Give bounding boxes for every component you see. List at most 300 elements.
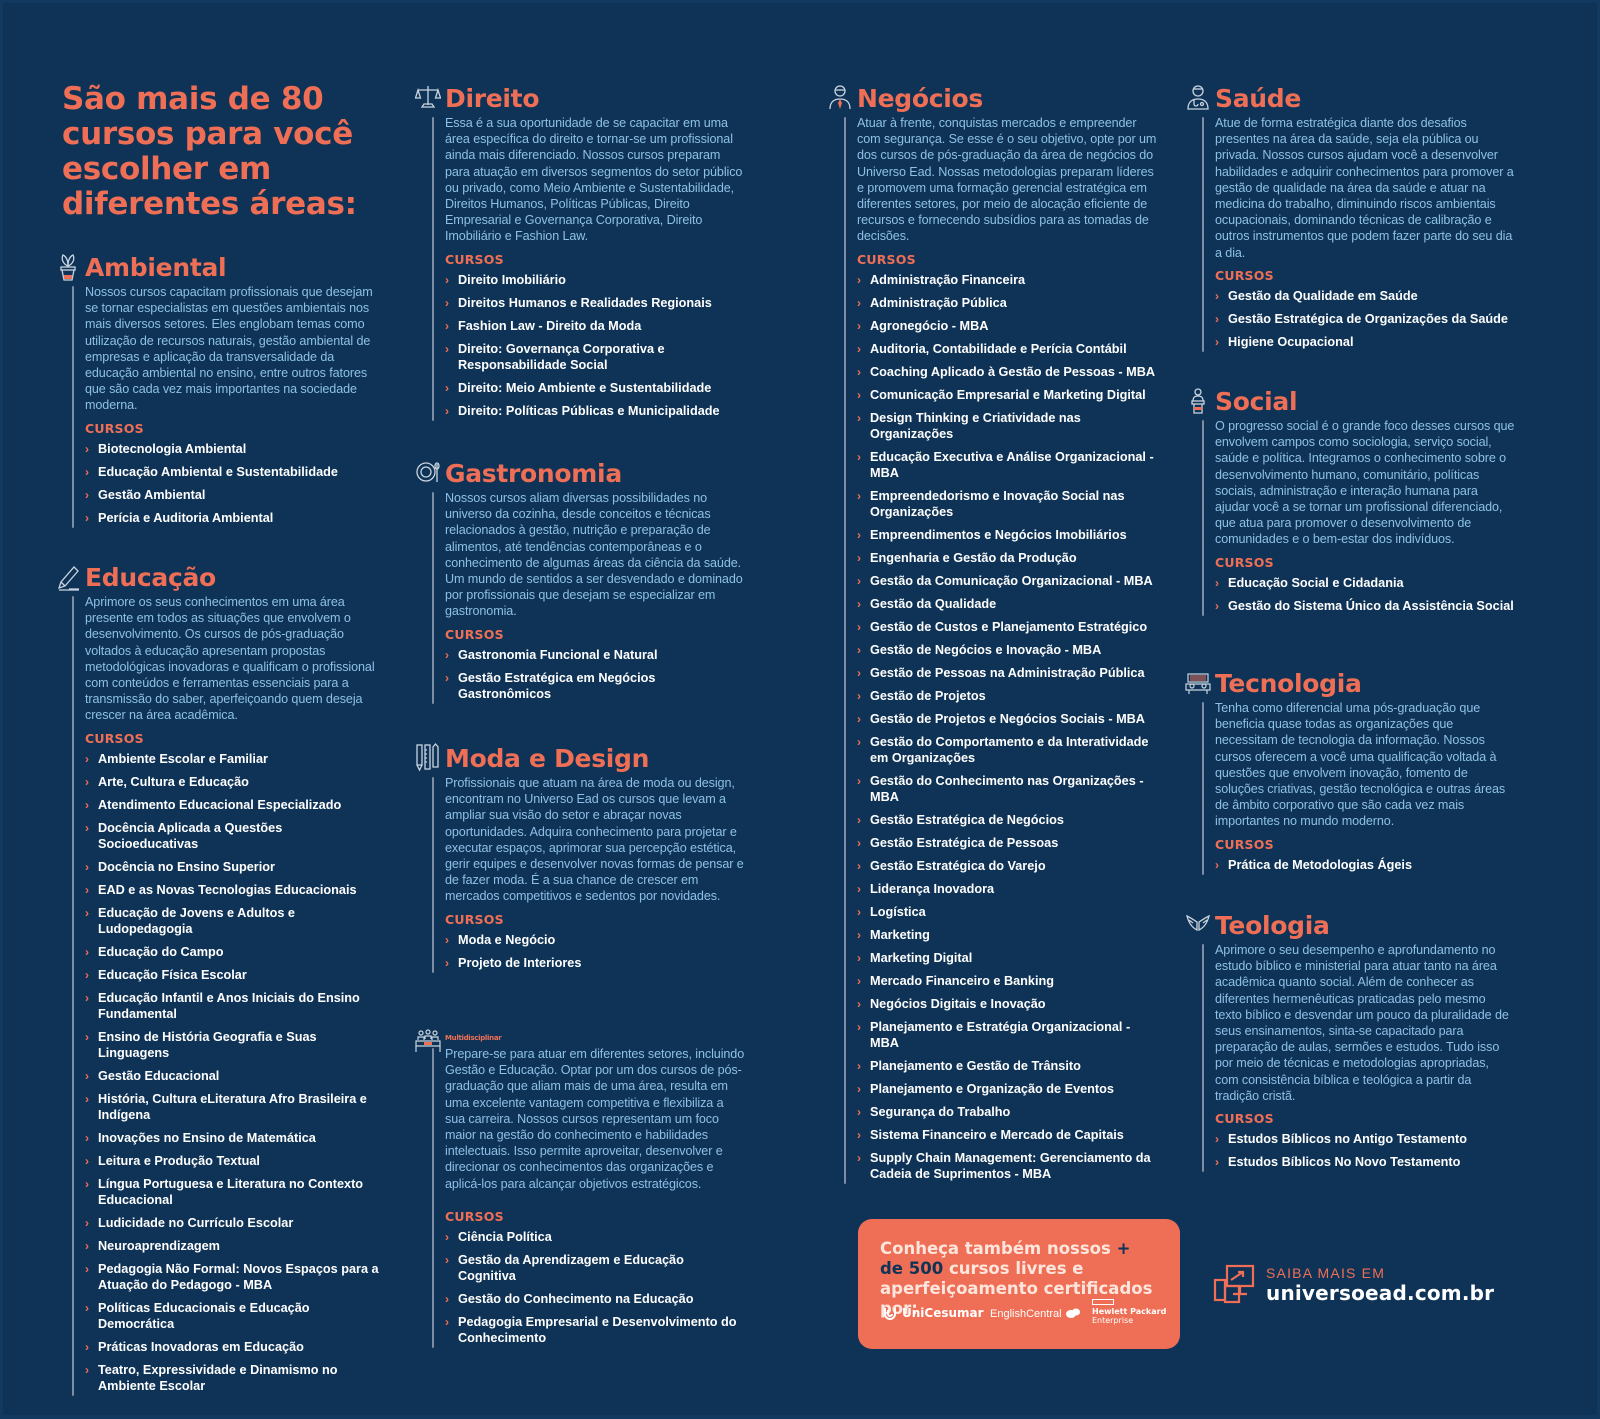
course-label: Direito: Políticas Públicas e Municipalidade: [458, 403, 720, 418]
course-item[interactable]: [85, 1362, 385, 1394]
section-description: Aprimore o seu desempenho e aprofundamento no estudo bíblico e ministerial para atuar tanto na área acadêmica quanto social. Além de conhecer as diferentes hermenêuticas praticadas pelo mesmo texto bíblico e desvendar um pouco da pluralidade de seus ensinamentos, sinta-se capacitado para preparação de aulas, sermões e estudos. Tudo isso por meio de técnicas e metodologias apropriadas, com consistência bíblica e teológica a partir da tradição cristã.: [1215, 943, 1509, 1103]
chevron-right-icon: ›: [857, 773, 861, 788]
course-list: [1215, 575, 1515, 614]
course-label: Ambiente Escolar e Familiar: [98, 751, 268, 766]
course-item[interactable]: [85, 1068, 385, 1084]
section-title: Tecnologia: [1215, 669, 1362, 698]
chevron-right-icon: ›: [1215, 1132, 1219, 1147]
course-list: [445, 272, 745, 419]
course-label: Inovações no Ensino de Matemática: [98, 1130, 316, 1145]
course-label: Neuroaprendizagem: [98, 1238, 220, 1253]
course-label: Gestão de Pessoas na Administração Pública: [870, 665, 1145, 680]
course-item[interactable]: [445, 1291, 745, 1307]
chevron-right-icon: ›: [857, 1081, 861, 1096]
courses-label: CURSOS: [445, 911, 504, 927]
chevron-right-icon: ›: [445, 318, 449, 333]
devices-icon: [1213, 1264, 1259, 1304]
website-link[interactable]: [1213, 1262, 1503, 1312]
course-item[interactable]: [85, 944, 385, 960]
chevron-right-icon: ›: [857, 527, 861, 542]
course-label: Logística: [870, 904, 926, 919]
course-item[interactable]: [85, 1153, 385, 1169]
website-url[interactable]: universoead.com.br: [1266, 1281, 1495, 1305]
promo-highlight: + de 500: [880, 1239, 1131, 1278]
course-item[interactable]: [85, 1238, 385, 1254]
course-label: Ciência Política: [458, 1229, 552, 1244]
promo-banner: [858, 1219, 1180, 1349]
course-item[interactable]: [857, 573, 1157, 589]
course-item[interactable]: [857, 1104, 1157, 1120]
courses-label: CURSOS: [85, 730, 144, 746]
course-label: Supply Chain Management: Gerenciamento da Cadeia de Suprimentos - MBA: [870, 1150, 1151, 1181]
hpe-rectangle-icon: [1092, 1299, 1114, 1305]
course-item[interactable]: [1215, 311, 1515, 327]
chevron-right-icon: ›: [857, 1019, 861, 1034]
unicesumar-emblem-icon: [882, 1305, 898, 1321]
chevron-right-icon: ›: [857, 550, 861, 565]
course-label: Educação Infantil e Anos Iniciais do Ensino Fundamental: [98, 990, 360, 1021]
section-title: Social: [1215, 387, 1298, 416]
course-item[interactable]: [85, 882, 385, 898]
chevron-right-icon: ›: [857, 1058, 861, 1073]
course-item[interactable]: [857, 734, 1157, 766]
course-label: Docência Aplicada a Questões Socioeducativas: [98, 820, 283, 851]
chevron-right-icon: ›: [857, 996, 861, 1011]
chevron-right-icon: ›: [857, 642, 861, 657]
course-item[interactable]: [85, 967, 385, 983]
course-item[interactable]: [1215, 598, 1515, 614]
course-item[interactable]: [857, 773, 1157, 805]
course-item[interactable]: [857, 596, 1157, 612]
chevron-right-icon: ›: [85, 1068, 89, 1083]
page-headline: São mais de 80 cursos para você escolher em diferentes áreas:: [62, 81, 357, 222]
course-label: Planejamento e Estratégia Organizacional - MBA: [870, 1019, 1131, 1050]
course-item[interactable]: [85, 820, 385, 852]
course-label: Educação Social e Cidadania: [1228, 575, 1404, 590]
course-item[interactable]: [857, 449, 1157, 481]
course-label: Marketing: [870, 927, 930, 942]
course-item[interactable]: [857, 950, 1157, 966]
course-item[interactable]: [857, 927, 1157, 943]
chevron-right-icon: ›: [857, 410, 861, 425]
course-label: Agronegócio - MBA: [870, 318, 989, 333]
section-title: Saúde: [1215, 84, 1302, 113]
businessman-icon: [827, 83, 853, 113]
section-description: O progresso social é o grande foco desses cursos que envolvem campos como sociologia, serviço social, saúde e política. Integramos o conhecimento sobre o desenvolvimento humano, comunitário, políticas sociais, administração e interação humana para ajudar você a se tornar um profissional diferenciado, que atua para promover o desenvolvimento de comunidades e o bem-estar dos indivíduos.: [1215, 419, 1515, 547]
course-item[interactable]: [857, 318, 1157, 334]
unicesumar-logo: [882, 1305, 984, 1321]
course-label: Gestão de Custos e Planejamento Estratégico: [870, 619, 1148, 634]
section-title: Teologia: [1215, 911, 1330, 940]
chevron-right-icon: ›: [85, 1300, 89, 1315]
chevron-right-icon: ›: [445, 670, 449, 685]
course-label: Liderança Inovadora: [870, 881, 995, 896]
courses-label: CURSOS: [445, 251, 504, 267]
course-item[interactable]: [85, 510, 385, 526]
course-item[interactable]: [85, 797, 385, 813]
course-label: Pedagogia Empresarial e Desenvolvimento do Conhecimento: [458, 1314, 737, 1345]
chevron-right-icon: ›: [857, 619, 861, 634]
course-label: Políticas Educacionais e Educação Democrática: [98, 1300, 310, 1331]
group-desk-icon: [415, 1028, 441, 1058]
course-item[interactable]: [85, 1300, 385, 1332]
course-item[interactable]: [85, 487, 385, 503]
chevron-right-icon: ›: [85, 1153, 89, 1168]
course-item[interactable]: [445, 380, 745, 396]
praying-hands-icon: [1185, 910, 1211, 940]
course-label: Gestão da Qualidade em Saúde: [1228, 288, 1418, 303]
section-title: Educação: [85, 563, 216, 592]
speaker-podium-icon: [1185, 386, 1211, 416]
course-item[interactable]: [857, 295, 1157, 311]
section-description: Nossos cursos aliam diversas possibilidades no universo da cozinha, desde conceitos e técnicas relacionados à gestão, nutrição e preparação de alimentos, até tendências contemporâneas e o conhecimento de algumas áreas da ciência da saúde. Um mundo de sentidos a ser desvendado e dominado por profissionais que desejam se especializar em gastronomia.: [445, 491, 743, 619]
section-description: Aprimore os seus conhecimentos em uma área presente em todos as situações que envolvem o desenvolvimento. Os cursos de pós-graduação voltados à educação apresentam propostas metodológicas inovadoras e qualificam o profissional com conteúdos e ferramentas essenciais para a transmissão do saber, aperfeiçoando quem deseja crescer na área acadêmica.: [85, 595, 375, 723]
chevron-right-icon: ›: [857, 449, 861, 464]
course-item[interactable]: [1215, 288, 1515, 304]
course-item[interactable]: [85, 464, 385, 480]
course-item[interactable]: [445, 1229, 745, 1245]
chevron-right-icon: ›: [857, 927, 861, 942]
course-label: Gestão de Projetos: [870, 688, 986, 703]
chevron-right-icon: ›: [85, 820, 89, 835]
courses-label: CURSOS: [857, 251, 916, 267]
chevron-right-icon: ›: [85, 751, 89, 766]
chevron-right-icon: ›: [445, 1229, 449, 1244]
course-label: Gastronomia Funcional e Natural: [458, 647, 658, 662]
course-label: Ludicidade no Currículo Escolar: [98, 1215, 294, 1230]
chevron-right-icon: ›: [85, 1215, 89, 1230]
course-item[interactable]: [857, 527, 1157, 543]
course-item[interactable]: [85, 1339, 385, 1355]
englishcentral-logo: [990, 1308, 1081, 1320]
course-label: Administração Pública: [870, 295, 1007, 310]
section-negocios: [857, 83, 1157, 1189]
chevron-right-icon: ›: [857, 295, 861, 310]
section-description: Atuar à frente, conquistas mercados e empreender com segurança. Se esse é o seu objetivo, opte por um dos cursos de pós-graduação da área de negócios do Universo Ead. Nossas metodologias preparam líderes e promovem uma formação gerencial estratégica em diferentes setores, por meio de alocação eficiente de recursos e fornecendo subsídios para as tomadas de decisões.: [857, 116, 1157, 244]
section-title: Direito: [445, 84, 540, 113]
course-label: Educação de Jovens e Adultos e Ludopedagogia: [98, 905, 295, 936]
plate-icon: [415, 458, 441, 488]
course-list: [445, 1229, 745, 1346]
unicesumar-label: UniCesumar: [902, 1306, 984, 1320]
course-list: [445, 932, 745, 971]
chevron-right-icon: ›: [1215, 334, 1219, 349]
course-item[interactable]: [85, 1091, 385, 1123]
chevron-right-icon: ›: [857, 904, 861, 919]
course-item[interactable]: [445, 272, 745, 288]
course-item[interactable]: [445, 295, 745, 311]
course-item[interactable]: [857, 858, 1157, 874]
course-item[interactable]: [85, 990, 385, 1022]
course-label: Administração Financeira: [870, 272, 1026, 287]
course-label: História, Cultura eLiteratura Afro Brasileira e Indígena: [98, 1091, 367, 1122]
course-item[interactable]: [857, 835, 1157, 851]
chevron-right-icon: ›: [1215, 575, 1219, 590]
chevron-right-icon: ›: [85, 882, 89, 897]
chevron-right-icon: ›: [1215, 288, 1219, 303]
chevron-right-icon: ›: [85, 1091, 89, 1106]
course-item[interactable]: [857, 711, 1157, 727]
course-item[interactable]: [857, 410, 1157, 442]
chevron-right-icon: ›: [85, 774, 89, 789]
section-description: Essa é a sua oportunidade de se capacitar em uma área específica do direito e tornar-se um profissional ainda mais diferenciado. Nossos cursos preparam para atuação em diversos segmentos do setor público ou privado, como Meio Ambiente e Sustentabilidade, Direitos Humanos, Políticas Públicas, Direito Empresarial e Governança Corporativa, Direito Imobiliário e Fashion Law.: [445, 116, 743, 244]
course-item[interactable]: [85, 441, 385, 457]
courses-label: CURSOS: [445, 626, 504, 642]
course-item[interactable]: [857, 688, 1157, 704]
course-label: Leitura e Produção Textual: [98, 1153, 260, 1168]
courses-label: CURSOS: [1215, 836, 1274, 852]
chevron-right-icon: ›: [1215, 311, 1219, 326]
course-item[interactable]: [85, 859, 385, 875]
course-item[interactable]: [445, 341, 745, 373]
course-label: Gestão Estratégica de Organizações da Saúde: [1228, 311, 1508, 326]
course-item[interactable]: [857, 341, 1157, 357]
course-label: Gestão do Conhecimento nas Organizações - MBA: [870, 773, 1144, 804]
course-item[interactable]: [85, 774, 385, 790]
course-item[interactable]: [85, 1130, 385, 1146]
promo-text-before: Conheça também nossos: [880, 1239, 1117, 1258]
course-label: Biotecnologia Ambiental: [98, 441, 247, 456]
section-educacao: [85, 562, 385, 1401]
course-item[interactable]: [445, 955, 745, 971]
course-item[interactable]: [445, 403, 745, 419]
section-title: Gastronomia: [445, 459, 622, 488]
promo-text-after: cursos livres e aperfeiçoamento certificados por:: [880, 1259, 1153, 1318]
course-item[interactable]: [85, 751, 385, 767]
course-label: Fashion Law - Direito da Moda: [458, 318, 642, 333]
section-description: Atue de forma estratégica diante dos desafios presentes na área da saúde, seja ela pública ou privada. Nossos cursos ajudam você a desenvolver habilidades e adquirir conhecimentos para promover a gestão de qualidade na área da saúde e atuar na medicina do trabalho, diminuindo riscos ambientais ocupacionais, dominando técnicas de calibração e outros instrumentos que podem fazer parte do seu dia a dia.: [1215, 116, 1514, 260]
chevron-right-icon: ›: [445, 1314, 449, 1329]
course-item[interactable]: [445, 318, 745, 334]
course-label: Direitos Humanos e Realidades Regionais: [458, 295, 712, 310]
course-label: EAD e as Novas Tecnologias Educacionais: [98, 882, 357, 897]
section-description: Prepare-se para atuar em diferentes setores, incluindo Gestão e Educação. Optar por um dos cursos de pós-graduação que aliam mais de uma área, resulta em uma excelente vantagem competitiva e flexibiliza a sua carreira. Nossos cursos representam um foco maior na gestão do conhecimento e habilidades intelectuais. Isso permite aproveitar, desenvolver e direcionar os conhecimentos das organizações e aplicá-los para alcançar objetivos estratégicos.: [445, 1047, 745, 1191]
course-item[interactable]: [85, 1215, 385, 1231]
chevron-right-icon: ›: [445, 932, 449, 947]
course-label: Gestão do Comportamento e da Interatividade em Organizações: [870, 734, 1149, 765]
section-social: [1215, 386, 1515, 621]
course-label: Coaching Aplicado à Gestão de Pessoas - MBA: [870, 364, 1156, 379]
course-label: Língua Portuguesa e Literatura no Contexto Educacional: [98, 1176, 364, 1207]
course-label: Direito Imobiliário: [458, 272, 566, 287]
courses-label: CURSOS: [1215, 267, 1274, 283]
course-label: Engenharia e Gestão da Produção: [870, 550, 1077, 565]
course-item[interactable]: [445, 932, 745, 948]
course-item[interactable]: [85, 1176, 385, 1208]
course-item[interactable]: [445, 1252, 745, 1284]
section-description: Profissionais que atuam na área de moda ou design, encontram no Universo Ead os cursos que levam a ampliar sua visão do setor e abraçar novas oportunidades. Adquira conhecimento para projetar e executar espaços, aprimorar sua percepção estética, gerir equipes e desenvolver novas formas de pensar e de fazer moda. É a sua chance de crescer em mercados competitivos e sedentos por novidades.: [445, 776, 744, 904]
course-item[interactable]: [85, 905, 385, 937]
course-item[interactable]: [1215, 575, 1515, 591]
chevron-right-icon: ›: [85, 967, 89, 982]
chevron-right-icon: ›: [857, 1127, 861, 1142]
course-label: Segurança do Trabalho: [870, 1104, 1011, 1119]
chevron-right-icon: ›: [85, 510, 89, 525]
section-title: Moda e Design: [445, 744, 650, 773]
course-item[interactable]: [445, 647, 745, 663]
course-item[interactable]: [85, 1029, 385, 1061]
chevron-right-icon: ›: [857, 812, 861, 827]
course-item[interactable]: [445, 1314, 745, 1346]
course-label: Auditoria, Contabilidade e Perícia Contábil: [870, 341, 1127, 356]
section-title: Multidisciplinar: [445, 1034, 502, 1042]
course-label: Gestão Estratégica de Negócios: [870, 812, 1064, 827]
chevron-right-icon: ›: [85, 464, 89, 479]
chevron-right-icon: ›: [857, 318, 861, 333]
chevron-right-icon: ›: [445, 272, 449, 287]
chevron-right-icon: ›: [857, 1150, 861, 1165]
chevron-right-icon: ›: [857, 596, 861, 611]
course-label: Gestão de Projetos e Negócios Sociais - MBA: [870, 711, 1145, 726]
saiba-mais-label: SAIBA MAIS EM: [1266, 1265, 1386, 1281]
chevron-right-icon: ›: [85, 797, 89, 812]
course-label: Perícia e Auditoria Ambiental: [98, 510, 274, 525]
chevron-right-icon: ›: [857, 341, 861, 356]
course-label: Mercado Financeiro e Banking: [870, 973, 1055, 988]
course-label: Educação Física Escolar: [98, 967, 247, 982]
chevron-right-icon: ›: [857, 665, 861, 680]
chevron-right-icon: ›: [85, 990, 89, 1005]
course-label: Moda e Negócio: [458, 932, 556, 947]
course-label: Educação Ambiental e Sustentabilidade: [98, 464, 338, 479]
course-label: Projeto de Interiores: [458, 955, 582, 970]
chevron-right-icon: ›: [857, 364, 861, 379]
drawing-tools-icon: [415, 743, 441, 773]
course-item[interactable]: [857, 387, 1157, 403]
chevron-right-icon: ›: [857, 1104, 861, 1119]
chevron-right-icon: ›: [1215, 857, 1219, 872]
course-item[interactable]: [857, 1081, 1157, 1097]
course-label: Planejamento e Gestão de Trânsito: [870, 1058, 1081, 1073]
course-item[interactable]: [857, 904, 1157, 920]
course-item[interactable]: [857, 364, 1157, 380]
course-label: Comunicação Empresarial e Marketing Digital: [870, 387, 1146, 402]
course-list: [445, 647, 745, 702]
course-item[interactable]: [857, 642, 1157, 658]
chevron-right-icon: ›: [445, 341, 449, 356]
chevron-right-icon: ›: [85, 1238, 89, 1253]
chevron-right-icon: ›: [85, 441, 89, 456]
course-label: Docência no Ensino Superior: [98, 859, 275, 874]
section-title: Negócios: [857, 84, 983, 113]
course-label: Negócios Digitais e Inovação: [870, 996, 1046, 1011]
course-list: [1215, 1131, 1515, 1170]
course-label: Pedagogia Não Formal: Novos Espaços para a Atuação do Pedagogo - MBA: [98, 1261, 379, 1292]
section-multidisciplinar: [445, 1030, 745, 1353]
section-gastronomia: [445, 458, 745, 709]
chevron-right-icon: ›: [85, 487, 89, 502]
course-item[interactable]: [857, 1150, 1157, 1182]
course-label: Teatro, Expressividade e Dinamismo no Ambiente Escolar: [98, 1362, 338, 1393]
course-item[interactable]: [857, 996, 1157, 1012]
course-item[interactable]: [857, 881, 1157, 897]
course-item[interactable]: [857, 1058, 1157, 1074]
chevron-right-icon: ›: [857, 573, 861, 588]
course-item[interactable]: [857, 665, 1157, 681]
course-label: Gestão Estratégica de Pessoas: [870, 835, 1059, 850]
keyboard-hands-icon: [1185, 668, 1211, 698]
course-label: Empreendedorismo e Inovação Social nas Organizações: [870, 488, 1125, 519]
course-item[interactable]: [857, 812, 1157, 828]
courses-label: CURSOS: [1215, 554, 1274, 570]
course-item[interactable]: [1215, 1154, 1515, 1170]
course-item[interactable]: [1215, 334, 1515, 350]
course-item[interactable]: [857, 1019, 1157, 1051]
section-direito: [445, 83, 745, 426]
chevron-right-icon: ›: [857, 688, 861, 703]
doctor-icon: [1185, 83, 1211, 113]
course-label: Educação do Campo: [98, 944, 224, 959]
chevron-right-icon: ›: [85, 1339, 89, 1354]
course-item[interactable]: [85, 1261, 385, 1293]
courses-label: CURSOS: [445, 1208, 504, 1224]
chevron-right-icon: ›: [85, 905, 89, 920]
chevron-right-icon: ›: [857, 734, 861, 749]
course-label: Design Thinking e Criatividade nas Organizações: [870, 410, 1081, 441]
course-item[interactable]: [857, 488, 1157, 520]
course-item[interactable]: [857, 550, 1157, 566]
course-label: Gestão da Aprendizagem e Educação Cognitiva: [458, 1252, 684, 1283]
courses-label: CURSOS: [85, 420, 144, 436]
course-label: Educação Executiva e Análise Organizacional - MBA: [870, 449, 1154, 480]
partner-logos: [882, 1299, 1166, 1329]
chevron-right-icon: ›: [85, 1261, 89, 1276]
section-saude: [1215, 83, 1515, 357]
chevron-right-icon: ›: [85, 859, 89, 874]
course-item[interactable]: [857, 973, 1157, 989]
englishcentral-label: EnglishCentral: [990, 1308, 1062, 1320]
chevron-right-icon: ›: [445, 403, 449, 418]
section-moda-design: [445, 743, 745, 978]
course-label: Práticas Inovadoras em Educação: [98, 1339, 304, 1354]
course-label: Empreendimentos e Negócios Imobiliários: [870, 527, 1127, 542]
course-label: Prática de Metodologias Ágeis: [1228, 857, 1413, 872]
course-item[interactable]: [1215, 857, 1515, 873]
course-label: Gestão da Comunicação Organizacional - MBA: [870, 573, 1153, 588]
chevron-right-icon: ›: [85, 1029, 89, 1044]
course-label: Gestão Ambiental: [98, 487, 206, 502]
course-item[interactable]: [1215, 1131, 1515, 1147]
chevron-right-icon: ›: [857, 858, 861, 873]
section-description: Tenha como diferencial uma pós-graduação que beneficia quase todas as organizações que necessitam de tecnologia da informação. Nossos cursos oferecem a você uma qualificação voltada à questões que envolvem inovação, fomento de soluções criativas, gestão tecnológica e outras áreas de âmbito corporativo que são cada vez mais importantes no mundo moderno.: [1215, 701, 1506, 829]
section-ambiental: [85, 252, 385, 533]
course-label: Direito: Meio Ambiente e Sustentabilidade: [458, 380, 712, 395]
plant-pot-icon: [55, 252, 81, 282]
course-label: Gestão Estratégica do Varejo: [870, 858, 1046, 873]
course-list: [85, 751, 385, 1394]
course-item[interactable]: [445, 670, 745, 702]
course-label: Estudos Bíblicos No Novo Testamento: [1228, 1155, 1461, 1170]
chevron-right-icon: ›: [85, 1362, 89, 1377]
course-list: [857, 272, 1157, 1182]
chevron-right-icon: ›: [857, 272, 861, 287]
course-list: [1215, 857, 1515, 873]
chevron-right-icon: ›: [445, 647, 449, 662]
course-label: Higiene Ocupacional: [1228, 334, 1354, 349]
course-label: Estudos Bíblicos no Antigo Testamento: [1228, 1132, 1467, 1147]
course-label: Gestão de Negócios e Inovação - MBA: [870, 642, 1102, 657]
chevron-right-icon: ›: [857, 950, 861, 965]
course-label: Gestão do Conhecimento na Educação: [458, 1291, 694, 1306]
pencil-icon: [55, 562, 81, 592]
course-item[interactable]: [857, 1127, 1157, 1143]
course-item[interactable]: [857, 619, 1157, 635]
section-title: Ambiental: [85, 253, 227, 282]
section-description: Nossos cursos capacitam profissionais que desejam se tornar especialistas em questões ambientais nos mais diversos setores. Eles englobam temas como utilização de recursos naturais, gestão ambiental de empresas e aplicação da transversalidade da educação ambiental no ensino, entre outros fatores que são cada vez mais importantes na sociedade moderna.: [85, 285, 373, 413]
chevron-right-icon: ›: [85, 1176, 89, 1191]
course-label: Gestão da Qualidade: [870, 596, 997, 611]
course-item[interactable]: [857, 272, 1157, 288]
